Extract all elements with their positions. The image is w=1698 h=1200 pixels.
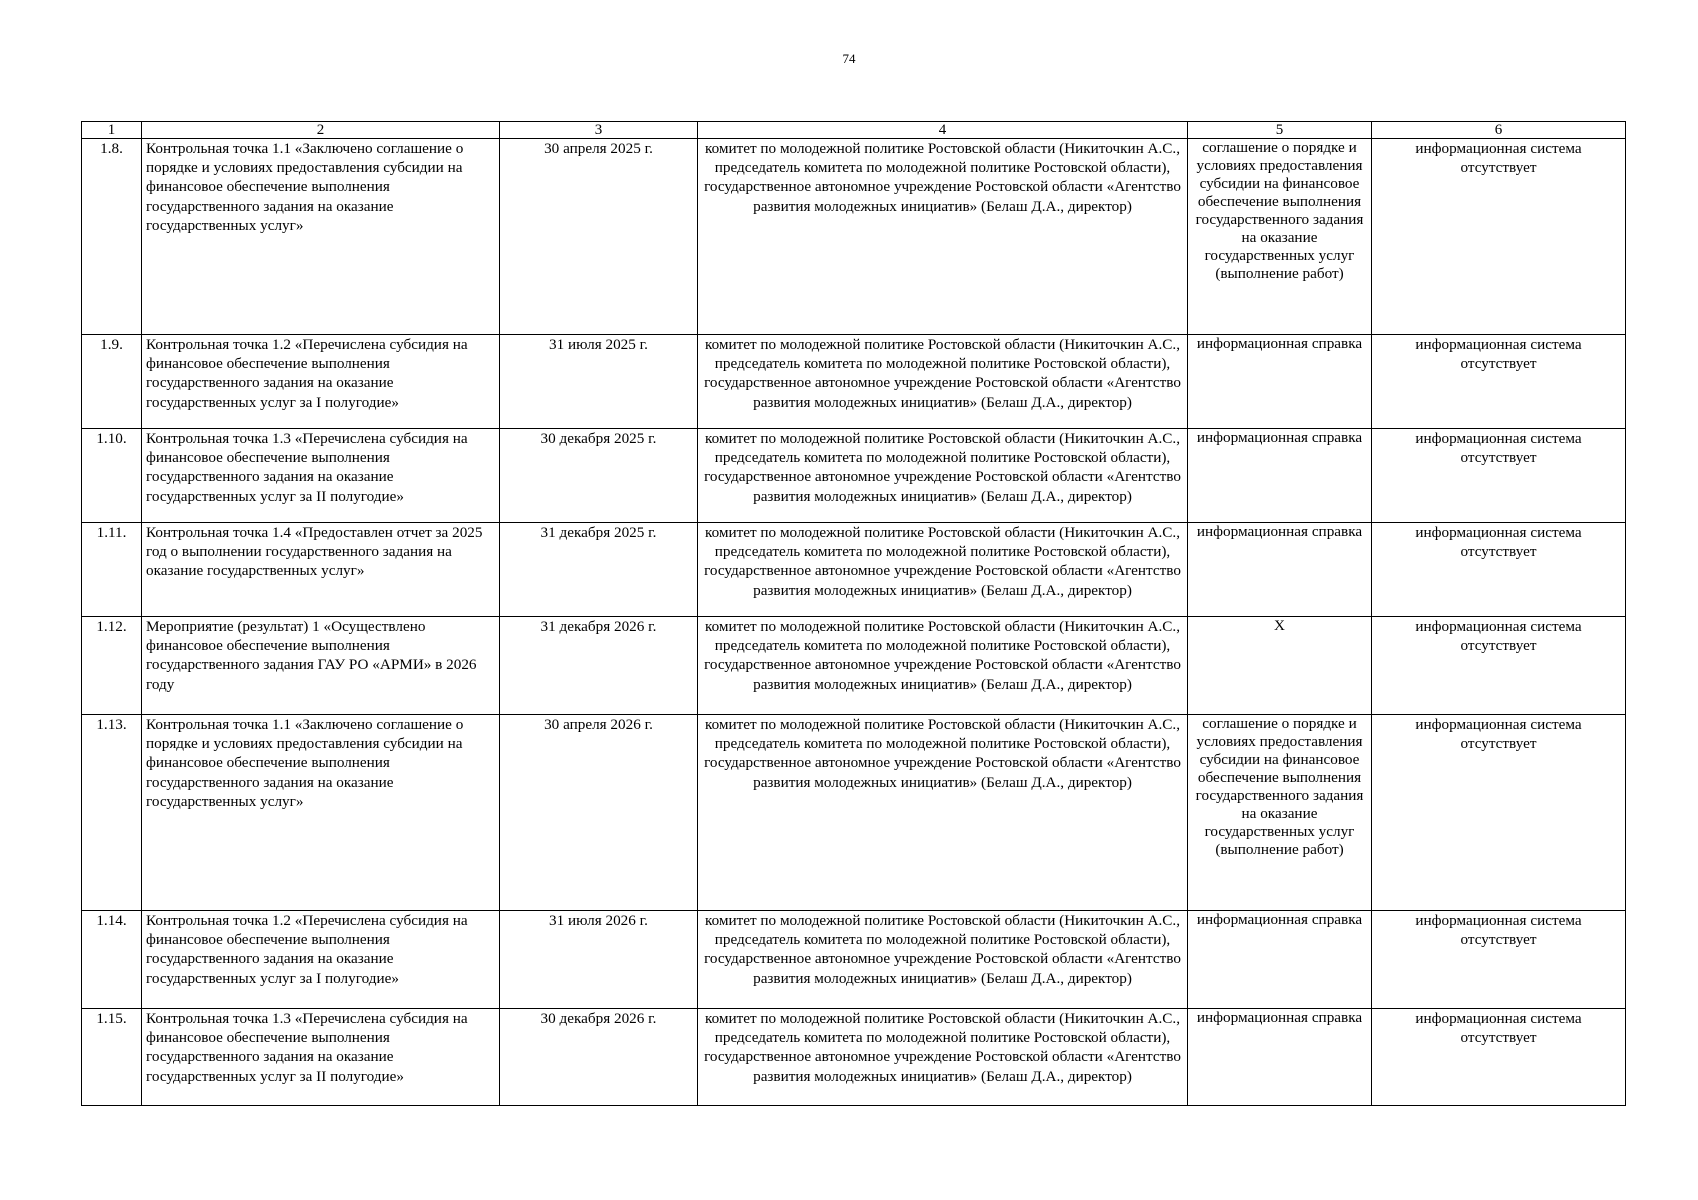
table-row (82, 715, 1626, 911)
column-header-2: 2 (142, 122, 500, 139)
row-date: 30 декабря 2025 г. (500, 429, 698, 523)
column-header-1: 1 (82, 122, 142, 139)
table-row (82, 139, 1626, 335)
row-responsible: комитет по молодежной политике Ростовской области (Никиточкин А.С., председатель комитета по молодежной политике Ростовской области), государственное автономное учреждение Ростовской области «Агентство развития молодежных инициатив» (Белаш Д.А., директор) (698, 523, 1188, 617)
row-number: 1.15. (82, 1009, 142, 1106)
row-date: 30 апреля 2026 г. (500, 715, 698, 911)
column-header-6: 6 (1372, 122, 1626, 139)
row-number: 1.10. (82, 429, 142, 523)
column-header-5: 5 (1188, 122, 1372, 139)
row-number: 1.14. (82, 911, 142, 1009)
row-system: информационная система отсутствует (1372, 1009, 1626, 1106)
table-row (82, 335, 1626, 429)
table-row (82, 429, 1626, 523)
table-row (82, 617, 1626, 715)
row-document: информационная справка (1188, 523, 1372, 617)
row-responsible: комитет по молодежной политике Ростовской области (Никиточкин А.С., председатель комитета по молодежной политике Ростовской области), государственное автономное учреждение Ростовской области «Агентство развития молодежных инициатив» (Белаш Д.А., директор) (698, 715, 1188, 911)
row-document: соглашение о порядке и условиях предоставления субсидии на финансовое обеспечение выполнения государственного задания на оказание государственных услуг (выполнение работ) (1188, 139, 1372, 335)
control-points-table (81, 121, 1626, 1106)
row-name: Мероприятие (результат) 1 «Осуществлено финансовое обеспечение выполнения государственного задания ГАУ РО «АРМИ» в 2026 году (142, 617, 500, 715)
row-date: 31 декабря 2026 г. (500, 617, 698, 715)
row-name: Контрольная точка 1.3 «Перечислена субсидия на финансовое обеспечение выполнения государственного задания на оказание государственных услуг за II полугодие» (142, 1009, 500, 1106)
row-system: информационная система отсутствует (1372, 523, 1626, 617)
row-name: Контрольная точка 1.1 «Заключено соглашение о порядке и условиях предоставления субсидии на финансовое обеспечение выполнения государственного задания на оказание государственных услуг» (142, 715, 500, 911)
table-row (82, 911, 1626, 1009)
row-number: 1.11. (82, 523, 142, 617)
row-date: 30 декабря 2026 г. (500, 1009, 698, 1106)
table-header-row (82, 122, 1626, 139)
row-name: Контрольная точка 1.2 «Перечислена субсидия на финансовое обеспечение выполнения государственного задания на оказание государственных услуг за I полугодие» (142, 335, 500, 429)
row-document: информационная справка (1188, 429, 1372, 523)
page-number: 74 (842, 51, 856, 66)
row-system: информационная система отсутствует (1372, 911, 1626, 1009)
row-number: 1.12. (82, 617, 142, 715)
row-responsible: комитет по молодежной политике Ростовской области (Никиточкин А.С., председатель комитета по молодежной политике Ростовской области), государственное автономное учреждение Ростовской области «Агентство развития молодежных инициатив» (Белаш Д.А., директор) (698, 429, 1188, 523)
row-system: информационная система отсутствует (1372, 335, 1626, 429)
row-system: информационная система отсутствует (1372, 429, 1626, 523)
row-system: информационная система отсутствует (1372, 617, 1626, 715)
row-system: информационная система отсутствует (1372, 715, 1626, 911)
row-system: информационная система отсутствует (1372, 139, 1626, 335)
row-name: Контрольная точка 1.1 «Заключено соглашение о порядке и условиях предоставления субсидии на финансовое обеспечение выполнения государственного задания на оказание государственных услуг» (142, 139, 500, 335)
row-responsible: комитет по молодежной политике Ростовской области (Никиточкин А.С., председатель комитета по молодежной политике Ростовской области), государственное автономное учреждение Ростовской области «Агентство развития молодежных инициатив» (Белаш Д.А., директор) (698, 335, 1188, 429)
row-name: Контрольная точка 1.3 «Перечислена субсидия на финансовое обеспечение выполнения государственного задания на оказание государственных услуг за II полугодие» (142, 429, 500, 523)
row-number: 1.9. (82, 335, 142, 429)
row-name: Контрольная точка 1.4 «Предоставлен отчет за 2025 год о выполнении государственного задания на оказание государственных услуг» (142, 523, 500, 617)
row-number: 1.13. (82, 715, 142, 911)
row-number: 1.8. (82, 139, 142, 335)
row-date: 30 апреля 2025 г. (500, 139, 698, 335)
column-header-3: 3 (500, 122, 698, 139)
row-responsible: комитет по молодежной политике Ростовской области (Никиточкин А.С., председатель комитета по молодежной политике Ростовской области), государственное автономное учреждение Ростовской области «Агентство развития молодежных инициатив» (Белаш Д.А., директор) (698, 1009, 1188, 1106)
column-header-4: 4 (698, 122, 1188, 139)
row-document: информационная справка (1188, 911, 1372, 1009)
row-document: информационная справка (1188, 335, 1372, 429)
row-responsible: комитет по молодежной политике Ростовской области (Никиточкин А.С., председатель комитета по молодежной политике Ростовской области), государственное автономное учреждение Ростовской области «Агентство развития молодежных инициатив» (Белаш Д.А., директор) (698, 139, 1188, 335)
row-name: Контрольная точка 1.2 «Перечислена субсидия на финансовое обеспечение выполнения государственного задания на оказание государственных услуг за I полугодие» (142, 911, 500, 1009)
row-responsible: комитет по молодежной политике Ростовской области (Никиточкин А.С., председатель комитета по молодежной политике Ростовской области), государственное автономное учреждение Ростовской области «Агентство развития молодежных инициатив» (Белаш Д.А., директор) (698, 911, 1188, 1009)
row-document: Х (1188, 617, 1372, 715)
table-row (82, 1009, 1626, 1106)
row-document: соглашение о порядке и условиях предоставления субсидии на финансовое обеспечение выполнения государственного задания на оказание государственных услуг (выполнение работ) (1188, 715, 1372, 911)
table-row (82, 523, 1626, 617)
row-document: информационная справка (1188, 1009, 1372, 1106)
row-date: 31 июля 2025 г. (500, 335, 698, 429)
row-date: 31 декабря 2025 г. (500, 523, 698, 617)
row-date: 31 июля 2026 г. (500, 911, 698, 1009)
row-responsible: комитет по молодежной политике Ростовской области (Никиточкин А.С., председатель комитета по молодежной политике Ростовской области), государственное автономное учреждение Ростовской области «Агентство развития молодежных инициатив» (Белаш Д.А., директор) (698, 617, 1188, 715)
